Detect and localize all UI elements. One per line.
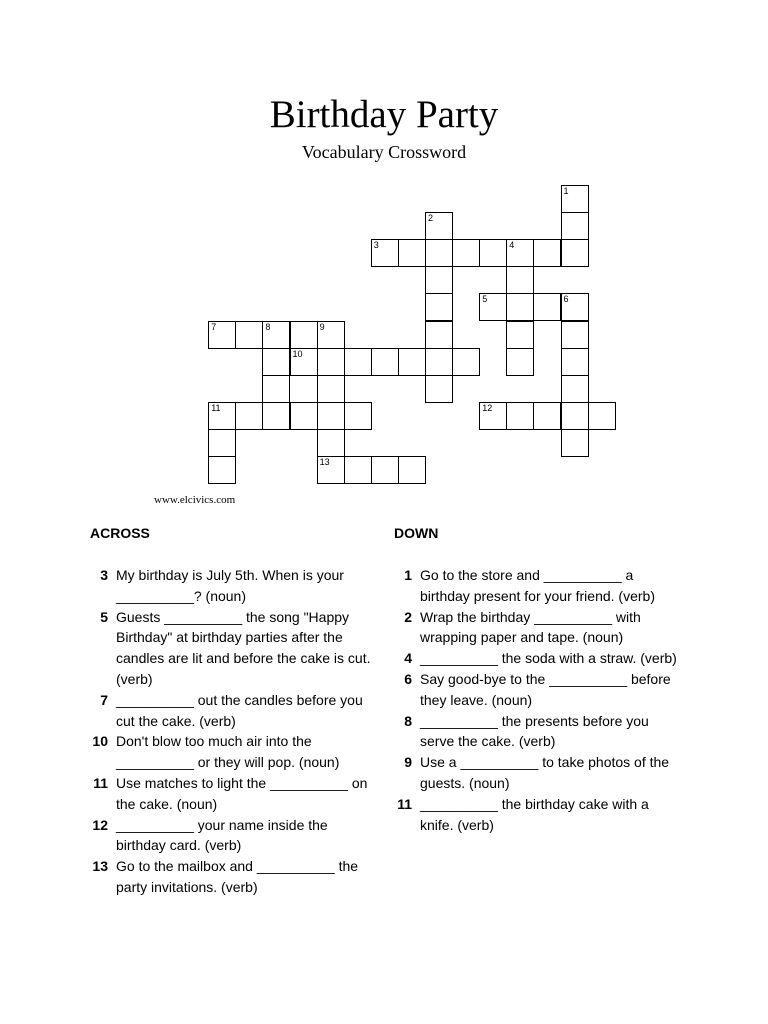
clue-text: __________ the birthday cake with a knife. (verb) <box>420 795 649 833</box>
crossword-cell[interactable] <box>371 348 399 376</box>
crossword-cell[interactable] <box>479 293 507 321</box>
crossword-cell[interactable] <box>561 402 589 430</box>
across-clue <box>86 815 371 857</box>
crossword-cell[interactable] <box>425 375 453 403</box>
page-title: Birthday Party <box>269 93 499 136</box>
across-clue <box>86 607 371 690</box>
clue-number: 8 <box>404 712 412 729</box>
crossword-cell[interactable] <box>208 402 236 430</box>
crossword-cell[interactable] <box>479 402 507 430</box>
down-clue <box>390 565 680 607</box>
clue-number: 11 <box>397 795 412 812</box>
crossword-cell[interactable] <box>317 429 345 457</box>
clue-number: 2 <box>404 608 412 625</box>
clue-text: __________ your name inside the birthday card. (verb) <box>116 816 328 854</box>
clue-number: 9 <box>319 321 325 332</box>
website-credit: www.elcivics.com <box>154 494 236 506</box>
clue-number: 4 <box>509 240 515 251</box>
clue-number: 12 <box>482 402 493 413</box>
crossword-cell[interactable] <box>561 239 589 267</box>
crossword-cell[interactable] <box>506 321 534 349</box>
crossword-cell[interactable] <box>561 185 589 213</box>
crossword-cell[interactable] <box>290 348 318 376</box>
clue-number: 9 <box>404 754 412 771</box>
crossword-cell[interactable] <box>425 212 453 240</box>
crossword-cell[interactable] <box>317 321 345 349</box>
clue-number: 11 <box>211 402 221 413</box>
crossword-cell[interactable] <box>561 212 589 240</box>
crossword-cell[interactable] <box>506 293 534 321</box>
across-clue <box>86 856 371 898</box>
crossword-cell[interactable] <box>561 348 589 376</box>
crossword-cell[interactable] <box>344 348 372 376</box>
down-clue-list <box>390 565 680 835</box>
crossword-cell[interactable] <box>561 429 589 457</box>
crossword-cell[interactable] <box>452 348 480 376</box>
down-clue <box>390 794 680 836</box>
clue-number: 5 <box>100 608 108 625</box>
clue-number: 12 <box>92 816 108 833</box>
crossword-cell[interactable] <box>344 402 372 430</box>
clue-number: 7 <box>100 691 108 708</box>
crossword-cell[interactable] <box>317 402 345 430</box>
crossword-cell[interactable] <box>262 402 290 430</box>
clue-number: 10 <box>292 348 303 359</box>
clue-text: Use a __________ to take photos of the guests. (noun) <box>420 754 670 791</box>
clue-number: 1 <box>563 186 569 196</box>
crossword-cell[interactable] <box>425 239 453 267</box>
crossword-cell[interactable] <box>235 402 263 430</box>
crossword-cell[interactable] <box>506 266 534 294</box>
crossword-cell[interactable] <box>262 321 290 349</box>
clue-number: 7 <box>211 321 217 332</box>
crossword-cell[interactable] <box>262 348 290 376</box>
across-clue <box>86 731 371 773</box>
clue-number: 6 <box>563 294 569 305</box>
crossword-cell[interactable] <box>425 348 453 376</box>
crossword-cell[interactable] <box>344 456 372 484</box>
crossword-cell[interactable] <box>561 293 589 321</box>
clue-number: 3 <box>100 567 108 583</box>
crossword-cell[interactable] <box>506 348 534 376</box>
down-clue <box>390 648 680 669</box>
clue-text: Use matches to light the __________ on the cake. (noun) <box>116 774 368 812</box>
crossword-grid <box>0 0 768 500</box>
crossword-cell[interactable] <box>398 456 426 484</box>
crossword-cell[interactable] <box>235 321 263 349</box>
clue-text: Wrap the birthday __________ with wrapping paper and tape. (noun) <box>420 608 641 646</box>
crossword-cell[interactable] <box>561 375 589 403</box>
crossword-cell[interactable] <box>506 402 534 430</box>
crossword-cell[interactable] <box>398 239 426 267</box>
crossword-cell[interactable] <box>290 402 318 430</box>
clue-number: 1 <box>404 567 412 583</box>
clue-text: My birthday is July 5th. When is your __________? (noun) <box>116 567 344 604</box>
crossword-cell[interactable] <box>425 266 453 294</box>
clue-number: 3 <box>373 240 379 251</box>
clue-text: Guests __________ the song "Happy Birthday" at birthday parties after the candles are lit and before the cake is cut. (verb) <box>116 608 371 687</box>
down-clue <box>390 711 680 753</box>
across-clue <box>86 690 371 732</box>
crossword-cell[interactable] <box>533 239 561 267</box>
crossword-cell[interactable] <box>317 375 345 403</box>
crossword-cell[interactable] <box>588 402 616 430</box>
across-clue <box>86 773 371 815</box>
clue-text: Say good-bye to the __________ before they leave. (noun) <box>420 670 671 708</box>
down-clue <box>390 752 680 794</box>
clue-number: 6 <box>404 670 412 687</box>
clue-text: __________ the soda with a straw. (verb) <box>420 650 677 667</box>
down-heading: DOWN <box>394 525 439 541</box>
crossword-cell[interactable] <box>317 348 345 376</box>
crossword-cell[interactable] <box>506 239 534 267</box>
crossword-cell[interactable] <box>398 348 426 376</box>
clue-number: 8 <box>265 321 271 332</box>
crossword-cell[interactable] <box>317 456 345 484</box>
down-clue <box>390 607 680 649</box>
crossword-cell[interactable] <box>262 375 290 403</box>
clue-number: 2 <box>428 213 434 224</box>
clue-number: 11 <box>93 774 108 791</box>
across-clue <box>86 565 371 607</box>
crossword-cell[interactable] <box>425 321 453 349</box>
clue-number: 13 <box>92 858 108 875</box>
crossword-cell[interactable] <box>452 239 480 267</box>
crossword-cell[interactable] <box>371 456 399 484</box>
crossword-cell[interactable] <box>290 321 318 349</box>
clue-number: 4 <box>404 650 412 667</box>
crossword-cell[interactable] <box>533 293 561 321</box>
clue-number: 13 <box>319 457 330 467</box>
across-clue-list <box>86 565 371 898</box>
crossword-cell[interactable] <box>208 429 236 457</box>
crossword-cell[interactable] <box>208 456 236 484</box>
crossword-cell[interactable] <box>561 321 589 349</box>
clue-text: __________ the presents before you serve the cake. (verb) <box>420 712 649 750</box>
down-clue <box>390 669 680 711</box>
clue-text: __________ out the candles before you cut the cake. (verb) <box>116 691 363 729</box>
clue-text: Don't blow too much air into the __________ or they will pop. (noun) <box>116 733 340 771</box>
crossword-cell[interactable] <box>208 321 236 349</box>
clue-number: 10 <box>92 733 108 750</box>
crossword-cell[interactable] <box>533 402 561 430</box>
page-subtitle: Vocabulary Crossword <box>301 142 467 162</box>
clue-text: Go to the store and __________ a birthday present for your friend. (verb) <box>420 567 655 604</box>
crossword-cell[interactable] <box>371 239 399 267</box>
across-heading: ACROSS <box>90 525 150 541</box>
clue-text: Go to the mailbox and __________ the party invitations. (verb) <box>116 858 359 895</box>
clue-number: 5 <box>482 294 488 305</box>
crossword-cell[interactable] <box>479 239 507 267</box>
crossword-cell[interactable] <box>425 293 453 321</box>
